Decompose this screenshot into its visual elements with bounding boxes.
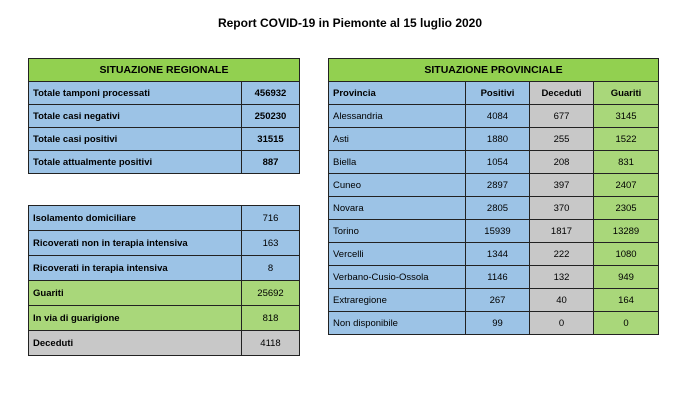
regional-label: Ricoverati in terapia intensiva: [29, 256, 242, 281]
province-positivi: 1344: [466, 243, 530, 266]
table-row: [329, 289, 659, 312]
province-name: Biella: [329, 151, 466, 174]
province-guariti: 1080: [594, 243, 659, 266]
province-deceduti: 255: [530, 128, 594, 151]
regional-label: Guariti: [29, 281, 242, 306]
province-name: Alessandria: [329, 105, 466, 128]
province-name: Extraregione: [329, 289, 466, 312]
table-row: [29, 128, 300, 151]
province-positivi: 1146: [466, 266, 530, 289]
regional-value: 4118: [242, 331, 300, 356]
province-name: Verbano-Cusio-Ossola: [329, 266, 466, 289]
regional-label: Totale tamponi processati: [29, 82, 242, 105]
regional-value: 163: [242, 231, 300, 256]
table-row: [29, 331, 300, 356]
table-row: [29, 105, 300, 128]
regional-header: SITUAZIONE REGIONALE: [29, 59, 300, 82]
province-deceduti: 1817: [530, 220, 594, 243]
regional-label: Ricoverati non in terapia intensiva: [29, 231, 242, 256]
province-name: Cuneo: [329, 174, 466, 197]
province-positivi: 99: [466, 312, 530, 335]
table-row: [29, 206, 300, 231]
province-positivi: 267: [466, 289, 530, 312]
table-row: [329, 197, 659, 220]
regional-detail-table: [28, 205, 300, 356]
table-row: [329, 151, 659, 174]
province-name: Non disponibile: [329, 312, 466, 335]
province-guariti: 2407: [594, 174, 659, 197]
province-deceduti: 222: [530, 243, 594, 266]
province-positivi: 1880: [466, 128, 530, 151]
province-guariti: 949: [594, 266, 659, 289]
province-guariti: 0: [594, 312, 659, 335]
province-name: Torino: [329, 220, 466, 243]
table-row: [29, 306, 300, 331]
province-guariti: 2305: [594, 197, 659, 220]
province-guariti: 164: [594, 289, 659, 312]
regional-value: 456932: [242, 82, 300, 105]
regional-value: 716: [242, 206, 300, 231]
province-guariti: 13289: [594, 220, 659, 243]
column-header-guariti: Guariti: [594, 82, 659, 105]
province-guariti: 1522: [594, 128, 659, 151]
column-header-deceduti: Deceduti: [530, 82, 594, 105]
table-row: [29, 256, 300, 281]
regional-label: Isolamento domiciliare: [29, 206, 242, 231]
regional-header-row: [29, 59, 300, 82]
province-guariti: 831: [594, 151, 659, 174]
column-header-provincia: Provincia: [329, 82, 466, 105]
provincial-header-row: [329, 59, 659, 82]
regional-summary-table: [28, 58, 300, 174]
province-name: Asti: [329, 128, 466, 151]
province-positivi: 2805: [466, 197, 530, 220]
province-deceduti: 397: [530, 174, 594, 197]
province-positivi: 15939: [466, 220, 530, 243]
regional-value: 8: [242, 256, 300, 281]
province-deceduti: 132: [530, 266, 594, 289]
regional-value: 887: [242, 151, 300, 174]
report-title: Report COVID-19 in Piemonte al 15 luglio 2020: [217, 16, 483, 30]
province-positivi: 1054: [466, 151, 530, 174]
regional-label: Totale attualmente positivi: [29, 151, 242, 174]
provincial-column-header-row: [329, 82, 659, 105]
regional-label: Deceduti: [29, 331, 242, 356]
table-row: [329, 220, 659, 243]
province-guariti: 3145: [594, 105, 659, 128]
table-row: [29, 151, 300, 174]
table-row: [29, 231, 300, 256]
regional-value: 818: [242, 306, 300, 331]
regional-label: Totale casi negativi: [29, 105, 242, 128]
table-row: [329, 105, 659, 128]
regional-label: Totale casi positivi: [29, 128, 242, 151]
table-row: [329, 243, 659, 266]
province-deceduti: 40: [530, 289, 594, 312]
province-positivi: 2897: [466, 174, 530, 197]
provincial-header: SITUAZIONE PROVINCIALE: [329, 59, 659, 82]
province-name: Vercelli: [329, 243, 466, 266]
table-row: [29, 281, 300, 306]
province-deceduti: 370: [530, 197, 594, 220]
table-row: [29, 82, 300, 105]
table-row: [329, 128, 659, 151]
regional-value: 31515: [242, 128, 300, 151]
province-positivi: 4084: [466, 105, 530, 128]
province-deceduti: 208: [530, 151, 594, 174]
provincial-table: [328, 58, 659, 335]
column-header-positivi: Positivi: [466, 82, 530, 105]
province-deceduti: 677: [530, 105, 594, 128]
regional-label: In via di guarigione: [29, 306, 242, 331]
table-row: [329, 312, 659, 335]
regional-value: 25692: [242, 281, 300, 306]
regional-value: 250230: [242, 105, 300, 128]
province-deceduti: 0: [530, 312, 594, 335]
province-name: Novara: [329, 197, 466, 220]
table-row: [329, 174, 659, 197]
table-row: [329, 266, 659, 289]
provincial-table-body: [329, 105, 659, 335]
